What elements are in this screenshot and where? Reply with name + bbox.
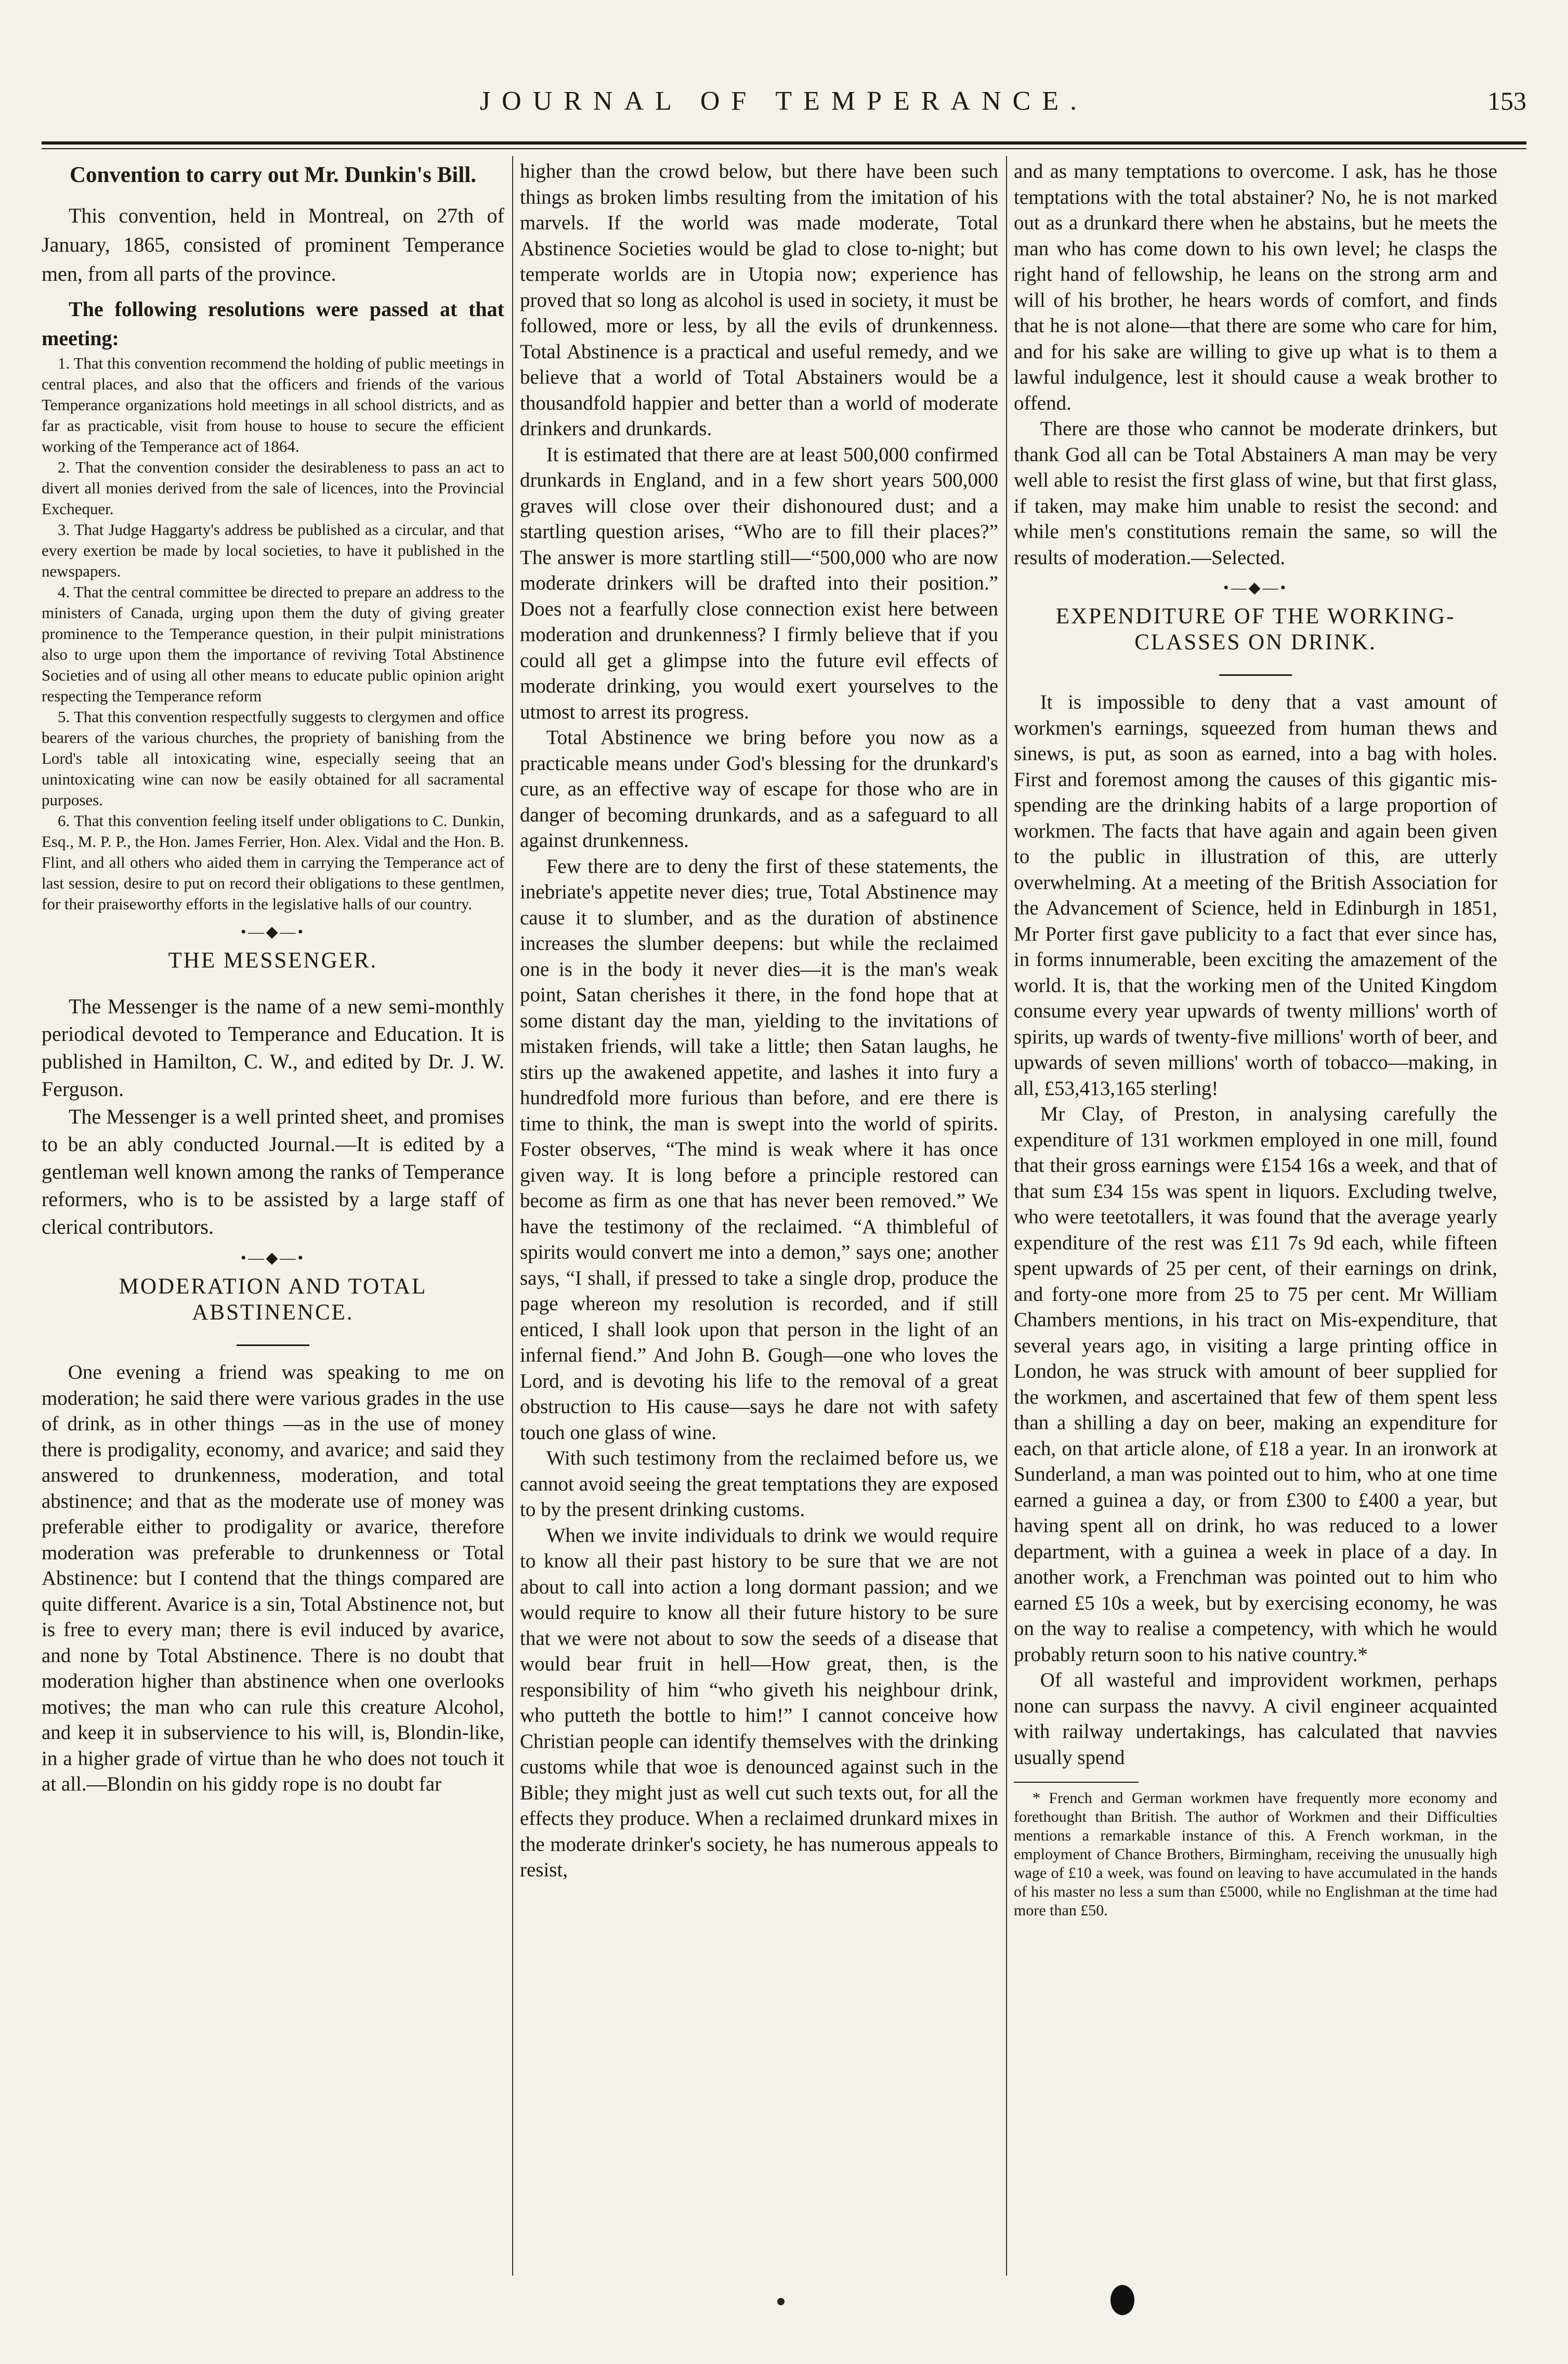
resolution: 2. That the convention consider the desirableness to pass an act to divert all monies derived from the sale of licences, into the Provincial Exchequer. xyxy=(42,458,504,518)
column-2 xyxy=(520,159,998,2286)
moderation-paragraph: With such testimony from the reclaimed before us, we cannot avoid seeing the great temptations they are exposed to by the present drinking customs. xyxy=(520,1447,998,1521)
expenditure-paragraph: Mr Clay, of Preston, in analysing carefully the expenditure of 131 workmen employed in one mill, found that their gross earnings were £154 16s a week, and that of that sum £34 15s was spent in liquors. Excluding twelve, who were teetotallers, it was found that the average yearly expenditure of the rest was £11 7s 9d each, while fifteen spent upwards of 25 per cent, of their earnings on drink, and forty-one more from 25 to 75 per cent. Mr William Chambers mentions, in his tract on Mis-expenditure, that several years ago, in visiting a large printing office in London, he was struck with amount of beer supplied for the workmen, and ascertained that few of them spent less than a shilling a day on beer, making an expenditure for each, on that article alone, of £18 a year. In an ironwork at Sunderland, a man was pointed out to him, who at one time earned a guinea a day, or from £300 to £400 a year, but having spent all on drink, ho was reduced to a lower department, with a guinea a week in place of a day. In another work, a Frenchman was pointed out to him who earned £5 10s a week, but by exercising economy, he was on the way to realise a competency, with which he would probably return soon to his native country.* xyxy=(1014,1103,1497,1666)
header-rule xyxy=(42,141,1526,145)
expenditure-title: EXPENDITURE OF THE WORKING-CLASSES ON DRINK. xyxy=(1055,604,1456,655)
resolution: 3. That Judge Haggarty's address be published as a circular, and that every exertion be made by local societies, to have it published in the newspapers. xyxy=(42,520,504,580)
column-divider xyxy=(512,156,513,2276)
running-head xyxy=(42,86,1526,133)
moderation-paragraph: When we invite individuals to drink we would require to know all their past history to be sure that we are not about to call into action a long dormant passion; and we would require to know all their future history to be sure that we were not about to sow the seeds of a disease that would bear fruit in hell—How great, then, is the responsibility of him “who giveth his neighbour drink, who putteth the bottle to him!” I cannot conceive how Christian people can identify themselves with the drinking customs while that woe is denounced against such in the Bible; they might just as well cut such texts out, for all the effects they produce. When a reclaimed drunkard mixes in the moderate drinker's society, he has numerous appeals to resist, xyxy=(520,1524,998,1881)
section-ornament: •—◆—• xyxy=(240,923,306,941)
resolution: 5. That this convention respectfully suggests to clergymen and office bearers of the various churches, the propriety of banishing from the Lord's table all intoxicating wine, especially seeing that an unintoxicating wine can now be easily obtained for all sacramental purposes. xyxy=(42,708,504,809)
expenditure-paragraph: It is impossible to deny that a vast amount of workmen's earnings, squeezed from human thews and sinews, is put, as soon as earned, into a bag with holes. First and foremost among the causes of this gigantic mis-spending are the drinking habits of a large proportion of workmen. The facts that have again and again been given to the public in illustration of this, are utterly overwhelming. At a meeting of the British Association for the Advancement of Science, held in Edinburgh in 1851, Mr Porter first gave publicity to a fact that ever since has, in forms innumerable, been exciting the amazement of the world. It is, that the working men of the United Kingdom consume every year upwards of twenty millions' worth of spirits, up wards of twenty-five millions' worth of beer, and upwards of seven millions' worth of tobacco—making, in all, £53,413,165 sterling! xyxy=(1014,691,1497,1100)
moderation-paragraph: One evening a friend was speaking to me on moderation; he said there were various grades in the use of drink, as in other things —as in the use of money there is prodigality, economy, and avarice; and said they answered to drunkenness, moderation, and total abstinence; and that as the moderate use of money was preferable either to prodigality or avarice, therefore moderation was preferable to drunkenness or Total Abstinence: but I contend that the things compared are quite different. Avarice is a sin, Total Abstinence not, but is free to every man; there is evil induced by avarice, and none by Total Abstinence. There is no doubt that moderation higher than abstinence when one overlooks motives; the man who can rule this creature Alcohol, and keep it in subservience to his will, is, Blondin-like, in a higher grade of virtue than he who does not touch it at all.—Blondin on his giddy rope is no doubt far xyxy=(42,1361,504,1795)
resolution: 4. That the central committee be directed to prepare an address to the ministers of Canada, urging upon them the duty of giving greater prominence to the Temperance question, in their pulpit ministrations also to urge upon them the importance of reviving Total Abstinence Societies and of using all other means to educate public opinion aright respecting the Temperance reform xyxy=(42,583,504,705)
column-3 xyxy=(1014,159,1497,2286)
moderation-paragraph: higher than the crowd below, but there have been such things as broken limbs resulting from the imitation of his marvels. If the world was made moderate, Total Abstinence Societies would be glad to close to-night; but temperate worlds are in Utopia now; experience has proved that so long as alcohol is used in society, it must be followed, more or less, by all the evils of drunkenness. Total Abstinence is a practical and useful remedy, and we believe that a world of Total Abstainers would be a thousandfold happier and better than a world of moderate drinkers and drunkards. xyxy=(520,160,998,440)
section-ornament: •—◆—• xyxy=(1223,579,1288,596)
ink-dot xyxy=(777,2298,785,2305)
footnote-rule xyxy=(1014,1782,1139,1783)
resolutions-list xyxy=(42,353,504,915)
page-number: 153 xyxy=(1487,86,1526,115)
messenger-paragraph: The Messenger is a well printed sheet, and promises to be an ably conducted Journal.—It is edited by a gentleman well known among the ranks of Temperance reformers, who is to be assisted by a large staff of clerical contributors. xyxy=(42,1105,504,1238)
expenditure-paragraph: Of all wasteful and improvident workmen, perhaps none can surpass the navvy. A civil engineer acquainted with railway undertakings, has calculated that navvies usually spend xyxy=(1014,1669,1497,1769)
title-rule xyxy=(237,1344,309,1346)
moderation-paragraph: Few there are to deny the first of these statements, the inebriate's appetite never dies; true, Total Abstinence may cause it to slumber, and as the duration of abstinence increases the slumber deepens: but while the reclaimed one is in the body it never dies—it is the man's weak point, Satan cherishes it there, in the fond hope that at some distant day the man, yielding to the invitations of mistaken friends, will take a little; then Satan laughs, he stirs up the awakened appetite, and lashes it into fury a hundredfold more furious than before, and ere there is time to think, the man is swept into the world of spirits. Foster observes, “The mind is weak where it has once given way. It is long before a principle restored can become as firm as one that has never been removed.” We have the testimony of the reclaimed. “A thimbleful of spirits would convert me into a demon,” says one; another says, “I shall, if pressed to take a single drop, produce the page whereon my resolution is recorded, and if still enticed, I shall look upon that person in the light of an infernal fiend.” And John B. Gough—one who loves the Lord, and is devoting his life to the removal of a great obstruction to His cause—says he dare not with safety touch one glass of wine. xyxy=(520,855,998,1444)
column-1 xyxy=(42,159,504,2286)
messenger-paragraph: The Messenger is the name of a new semi-monthly periodical devoted to Temperance and Education. It is published in Hamilton, C. W., and edited by Dr. J. W. Ferguson. xyxy=(42,995,504,1101)
moderation-title: MODERATION AND TOTAL ABSTINENCE. xyxy=(119,1274,427,1325)
moderation-paragraph: Total Abstinence we bring before you now as a practicable means under God's blessing for the drunkard's cure, as an effective way of escape for those who are in danger of becoming drunkards, and as a safeguard to all against drunkenness. xyxy=(520,726,998,852)
convention-lead: The following resolutions were passed at that meeting: xyxy=(42,297,504,350)
moderation-paragraph: and as many temptations to overcome. I ask, has he those temptations with the total abstainer? No, he is not marked out as a drunkard there when he abstains, but he meets the man who has come down to his own level; he clasps the right hand of fellowship, he leans on the strong arm and will of his brother, he hears words of comfort, and finds that he is not alone—that there are some who care for him, and for his sake are willing to give up what is to them a lawful indulgence, lest it should cause a weak brother to offend. xyxy=(1014,160,1497,414)
convention-intro: This convention, held in Montreal, on 27th of January, 1865, consisted of prominent Temperance men, from all parts of the province. xyxy=(42,204,504,285)
resolution: 6. That this convention feeling itself under obligations to C. Dunkin, Esq., M. P. P., the Hon. James Ferrier, Hon. Alex. Vidal and the Hon. B. Flint, and all others who aided them in carrying the Temperance act of last session, desire to put on record their obligations to these gentlmen, for their praiseworthy efforts in the legislative halls of our country. xyxy=(42,812,504,913)
convention-title: Convention to carry out Mr. Dunkin's Bill. xyxy=(69,163,477,187)
journal-title: JOURNAL OF TEMPERANCE. xyxy=(479,86,1089,116)
ink-blot xyxy=(1110,2285,1134,2315)
resolution: 1. That this convention recommend the holding of public meetings in central places, and also that the officers and friends of the various Temperance organizations hold meetings in all school districts, and as far as practicable, visit from house to house to secure the efficient working of the Temperance act of 1864. xyxy=(42,354,504,455)
messenger-title: THE MESSENGER. xyxy=(168,948,378,973)
moderation-paragraph: There are those who cannot be moderate drinkers, but thank God all can be Total Abstainers A man may be very well able to resist the first glass of wine, but that first glass, if taken, may make him unable to resist the second: and while men's constitutions remain the same, so will the results of moderation.—Selected. xyxy=(1014,417,1497,569)
title-rule xyxy=(1219,674,1292,676)
column-divider xyxy=(1006,156,1007,2276)
moderation-paragraph: It is estimated that there are at least 500,000 confirmed drunkards in England, and in a few short years 500,000 graves will close over their dishonoured dust; and a startling question arises, “Who are to fill their places?” The answer is more startling still—“500,000 who are now moderate drinkers will be drafted into their position.” Does not a fearfully close connection exist here between moderation and drunkenness? I firmly believe that if you could all get a glimpse into the future evil effects of moderate drinking, you would exert yourselves to the utmost to arrest its progress. xyxy=(520,443,998,723)
section-ornament: •—◆—• xyxy=(240,1249,306,1266)
footnote: * French and German workmen have frequently more economy and forethought than British. The author of Workmen and their Difficulties mentions a remarkable instance of this. A French workman, in the employment of Chance Brothers, Birmingham, receiving the unusually high wage of £10 a week, was found on leaving to have accumulated in the hands of his master no less a sum than £5000, while no Englishman at the time had more than £50. xyxy=(1014,1790,1497,1919)
header-rule-thin xyxy=(42,148,1526,149)
